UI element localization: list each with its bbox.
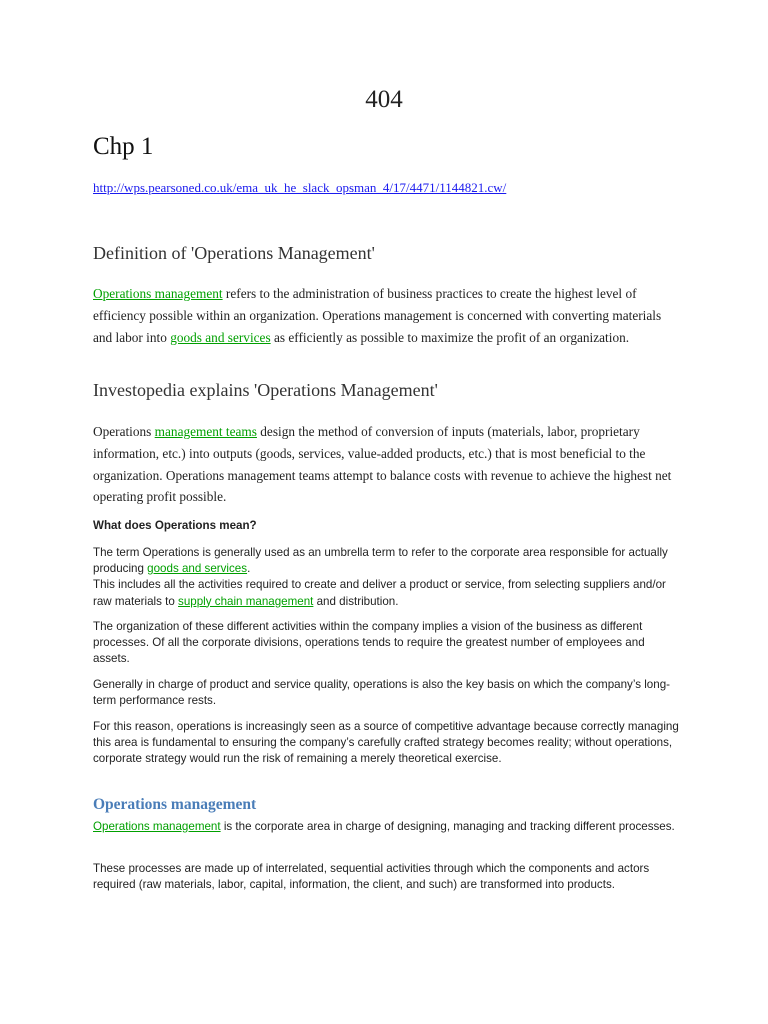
definition-heading: Definition of 'Operations Management' xyxy=(93,243,375,263)
operations-management-link[interactable]: Operations management xyxy=(93,286,223,301)
supply-chain-management-link[interactable]: supply chain management xyxy=(178,594,314,608)
definition-paragraph xyxy=(93,283,673,348)
source-url[interactable]: http://wps.pearsoned.co.uk/ema_uk_he_slack_opsman_4/17/4471/1144821.cw/ xyxy=(93,180,507,195)
definition-text-1: refers to the administration of business practices to create the highest level of efficiency possible within an organization. Operations management is concerned with converting materials and labor into xyxy=(93,286,662,345)
ops-mgmt-paragraph xyxy=(93,819,683,835)
chapter-title: Chp 1 xyxy=(93,133,154,160)
investopedia-text-2: design the method of conversion of inputs (materials, labor, proprietary information, etc.) into outputs (goods, services, value-added products, etc.) that is most beneficial to the organization. Operations management teams attempt to balance costs with revenue to achieve the highest net operating profit possible. xyxy=(93,424,672,505)
operations-meaning-paragraph xyxy=(93,545,683,610)
investopedia-paragraph xyxy=(93,421,673,508)
page-number: 404 xyxy=(365,86,403,113)
definition-text-2: as efficiently as possible to maximize the profit of an organization. xyxy=(270,329,630,345)
processes-paragraph: These processes are made up of interrelated, sequential activities through which the components and actors required (raw materials, labor, capital, information, the client, and such) are transformed into products. xyxy=(93,862,650,892)
source-link[interactable] xyxy=(93,180,506,196)
meaning-text-3: This includes all the activities required to create and deliver a product or service, from selecting suppliers and/or raw materials to xyxy=(93,578,666,608)
goods-and-services-link-2[interactable]: goods and services xyxy=(147,562,248,576)
quality-paragraph: Generally in charge of product and service quality, operations is also the key basis on which the company’s long-term performance rests. xyxy=(93,678,670,708)
management-teams-link[interactable]: management teams xyxy=(154,424,257,439)
operations-management-heading: Operations management xyxy=(93,796,257,813)
investopedia-heading: Investopedia explains 'Operations Management' xyxy=(93,380,438,400)
operations-management-link-2[interactable]: Operations management xyxy=(93,820,221,833)
what-does-heading: What does Operations mean? xyxy=(93,519,257,532)
investopedia-text-1: Operations xyxy=(93,424,155,439)
meaning-text-4: and distribution. xyxy=(313,594,399,608)
meaning-text-1: The term Operations is generally used as an umbrella term to refer to the corporate area responsible for actually producing xyxy=(93,546,668,576)
advantage-paragraph: For this reason, operations is increasingly seen as a source of competitive advantage because correctly managing this area is fundamental to ensuring the company’s carefully crafted strategy becomes reality; without operations, corporate strategy would run the risk of remaining a merely theoretical exercise. xyxy=(93,720,679,766)
organization-paragraph: The organization of these different activities within the company implies a vision of the business as different processes. Of all the corporate divisions, operations tends to require the greatest number of employees and assets. xyxy=(93,620,645,666)
goods-and-services-link[interactable]: goods and services xyxy=(170,329,271,345)
ops-mgmt-text-1: is the corporate area in charge of designing, managing and tracking different processes. xyxy=(220,820,675,833)
meaning-text-2: . xyxy=(247,562,251,576)
